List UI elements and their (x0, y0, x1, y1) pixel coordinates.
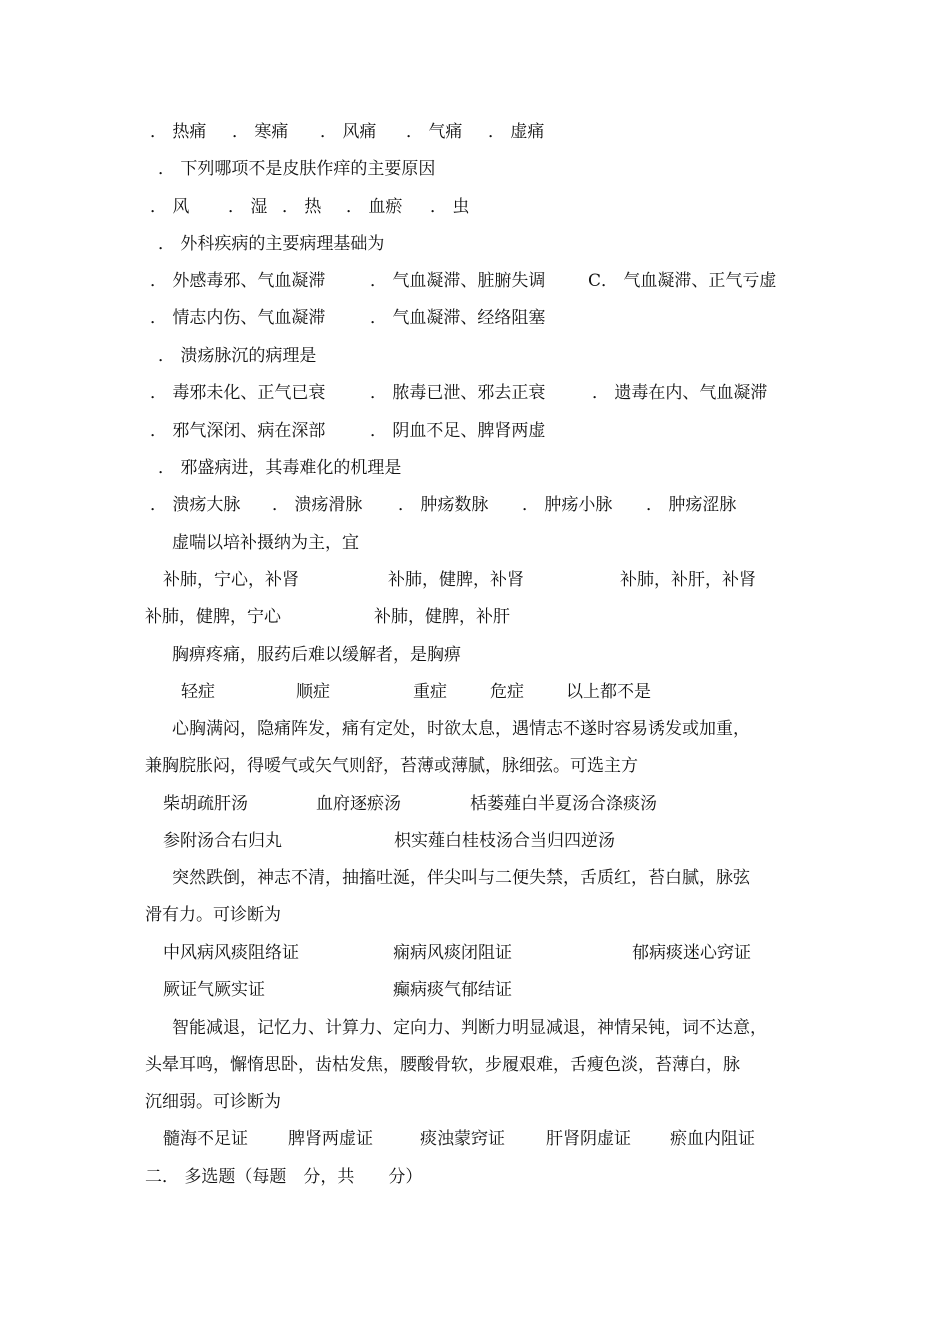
line-text: ． 外科疾病的主要病理基础为 (158, 234, 385, 254)
option-text: ． 气痛 (406, 122, 463, 142)
option-text: ． 遗毒在内、气血凝滞 (592, 383, 768, 403)
option-text: ． 血瘀 (346, 197, 403, 217)
option-text: 柴胡疏肝汤 (163, 794, 248, 814)
option-text: 重症 (413, 682, 447, 702)
option-text: ． 气血凝滞、经络阻塞 (370, 308, 546, 328)
option-text: ． 溃疡滑脉 (272, 495, 363, 515)
option-text: 脾肾两虚证 (288, 1129, 373, 1149)
line-text: 沉细弱。可诊断为 (145, 1092, 281, 1112)
option-text: ． 肿疡数脉 (398, 495, 489, 515)
option-text: ． 风 (150, 197, 190, 217)
option-text: ． 寒痛 (232, 122, 289, 142)
option-text: 痫病风痰闭阻证 (393, 943, 512, 963)
option-text: ． 情志内伤、气血凝滞 (150, 308, 326, 328)
line-text: 胸痹疼痛，服药后难以缓解者，是胸痹 (172, 645, 461, 665)
option-text: 瘀血内阻证 (670, 1129, 755, 1149)
option-text: 补肺，宁心，补肾 (163, 570, 299, 590)
option-text: ． 溃疡大脉 (150, 495, 241, 515)
option-text: ． 外感毒邪、气血凝滞 (150, 271, 326, 291)
option-text: ． 湿 (228, 197, 268, 217)
option-text: ． 热痛 (150, 122, 207, 142)
option-text: 补肺，健脾，宁心 (145, 607, 281, 627)
option-text: 顺症 (296, 682, 330, 702)
line-text: 智能减退，记忆力、计算力、定向力、判断力明显减退，神情呆钝，词不达意， (172, 1018, 767, 1038)
option-text: ． 虫 (430, 197, 470, 217)
option-text: 髓海不足证 (163, 1129, 248, 1149)
line-text: 心胸满闷，隐痛阵发，痛有定处，时欲太息，遇情志不遂时容易诱发或加重， (172, 719, 750, 739)
option-text: 血府逐瘀汤 (316, 794, 401, 814)
option-text: 郁病痰迷心窍证 (632, 943, 751, 963)
option-text: 以上都不是 (566, 682, 651, 702)
line-text: 二． 多选题（每题 分，共 分） (145, 1167, 423, 1187)
option-text: C． 气血凝滞、正气亏虚 (588, 271, 777, 291)
line-text: ． 下列哪项不是皮肤作痒的主要原因 (158, 159, 436, 179)
line-text: ． 邪盛病进，其毒难化的机理是 (158, 458, 402, 478)
option-text: ． 风痛 (320, 122, 377, 142)
line-text: 虚喘以培补摄纳为主，宜 (172, 533, 359, 553)
option-text: ． 毒邪未化、正气已衰 (150, 383, 326, 403)
line-text: 兼胸脘胀闷，得嗳气或矢气则舒，苔薄或薄腻，脉细弦。可选主方 (145, 756, 638, 776)
option-text: ． 邪气深闭、病在深部 (150, 421, 326, 441)
option-text: ． 热 (282, 197, 322, 217)
option-text: ． 肿疡小脉 (522, 495, 613, 515)
option-text: 补肺，补肝，补肾 (620, 570, 756, 590)
option-text: 痰浊蒙窍证 (420, 1129, 505, 1149)
line-text: 滑有力。可诊断为 (145, 905, 281, 925)
option-text: 轻症 (181, 682, 215, 702)
option-text: 栝蒌薤白半夏汤合涤痰汤 (470, 794, 657, 814)
line-text: ． 溃疡脉沉的病理是 (158, 346, 317, 366)
line-text: 头晕耳鸣，懈惰思卧，齿枯发焦，腰酸骨软，步履艰难，舌瘦色淡，苔薄白，脉 (145, 1055, 740, 1075)
option-text: ． 虚痛 (488, 122, 545, 142)
option-text: ． 脓毒已泄、邪去正衰 (370, 383, 546, 403)
option-text: 枳实薤白桂枝汤合当归四逆汤 (394, 831, 615, 851)
line-text: 突然跌倒，神志不清，抽搐吐涎，伴尖叫与二便失禁，舌质红，苔白腻，脉弦 (172, 868, 750, 888)
option-text: 补肺，健脾，补肝 (374, 607, 510, 627)
option-text: ． 阴血不足、脾肾两虚 (370, 421, 546, 441)
option-text: 厥证气厥实证 (163, 980, 265, 1000)
option-text: 补肺，健脾，补肾 (388, 570, 524, 590)
option-text: 中风病风痰阻络证 (163, 943, 299, 963)
option-text: 癫病痰气郁结证 (393, 980, 512, 1000)
option-text: 危症 (490, 682, 524, 702)
option-text: 参附汤合右归丸 (163, 831, 282, 851)
option-text: ． 气血凝滞、脏腑失调 (370, 271, 546, 291)
option-text: 肝肾阴虚证 (546, 1129, 631, 1149)
option-text: ． 肿疡涩脉 (646, 495, 737, 515)
